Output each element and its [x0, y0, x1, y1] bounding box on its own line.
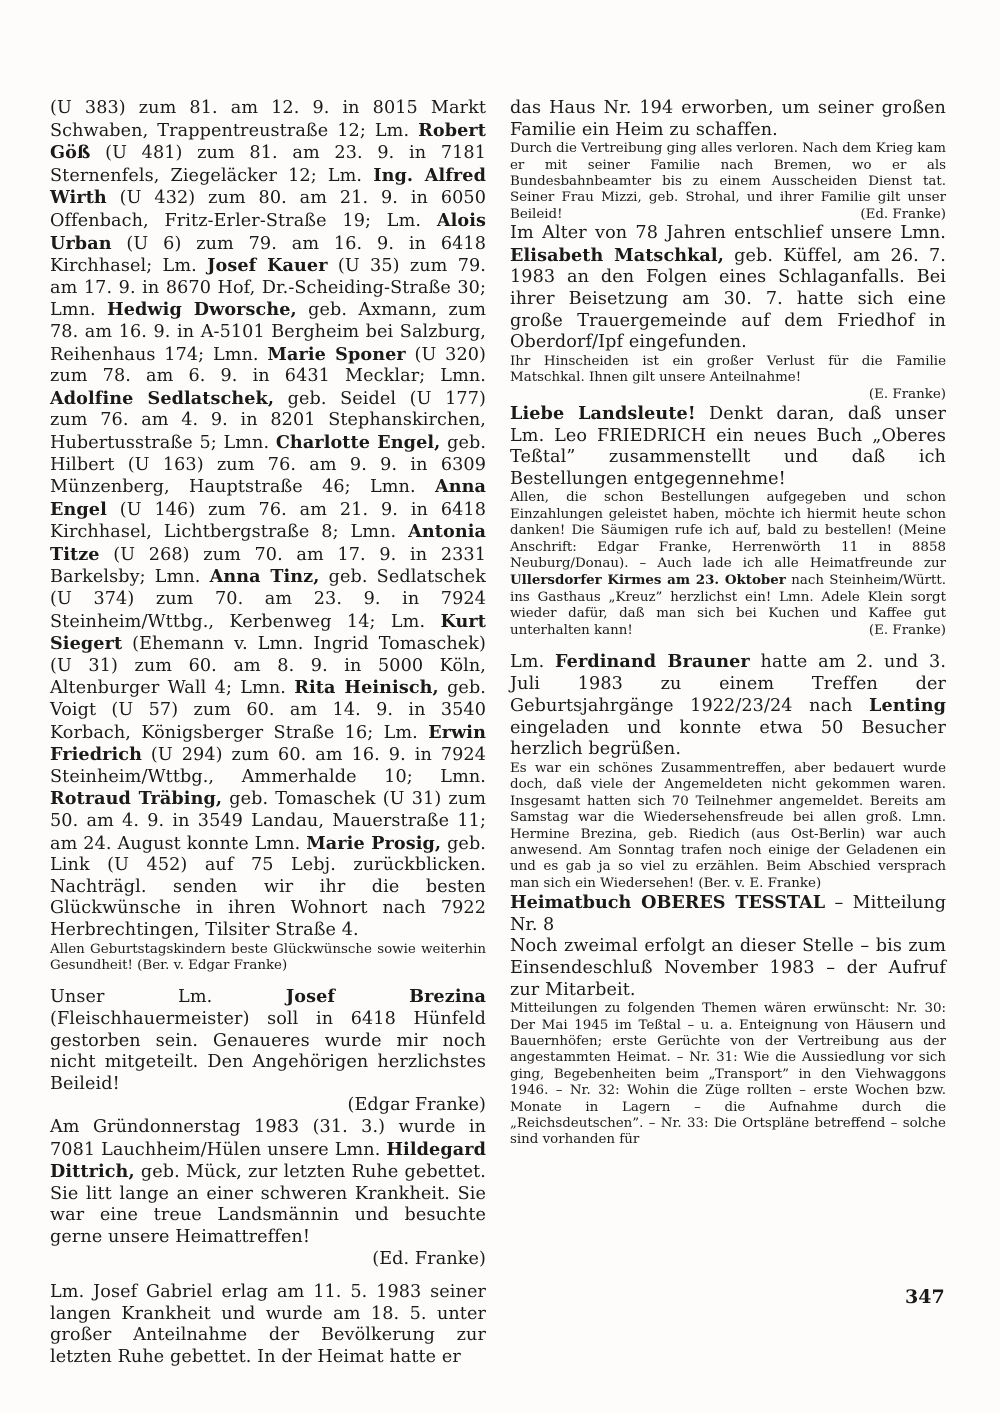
heimatbuch-call: Noch zweimal erfolgt an dieser Stelle – bis zum Einsendeschluß November 1983 – der Aufruf zur Mitarbeit. — [510, 936, 946, 1000]
birthday-list: (U 383) zum 81. am 12. 9. in 8015 Markt Schwaben, Trappentreustraße 12; Lm. Robert Göß (U 481) zum 81. am 23. 9. in 7181 Sternenfels, Ziegeläcker 12; Lm. Ing. Alfred Wirth (U 432) zum 80. am 21. 9. in 6050 Offenbach, Fritz-Erler-Straße 19; Lm. Alois Urban (U 6) zum 79. am 16. 9. in 6418 Kirchhasel; Lm. Josef Kauer (U 35) zum 79. am 17. 9. in 8670 Hof, Dr.-Scheiding-Straße 30; Lmn. Hedwig Dworsche, geb. Axmann, zum 78. am 16. 9. in A-5101 Bergheim bei Salzburg, Reihenhaus 174; Lmn. Marie Sponer (U 320) zum 78. am 6. 9. in 6431 Mecklar; Lmn. Adolfine Sedlatschek, geb. Seidel (U 177) zum 76. am 4. 9. in 8201 Stephanskirchen, Hubertusstraße 5; Lmn. Charlotte Engel, geb. Hilbert (U 163) zum 76. am 9. 9. in 6309 Münzenberg, Hauptstraße 46; Lmn. Anna Engel (U 146) zum 76. am 21. 9. in 6418 Kirchhasel, Lichtbergstraße 8; Lmn. Antonia Titze (U 268) zum 70. am 17. 9. in 2331 Barkelsby; Lmn. Anna Tinz, geb. Sedlatschek (U 374) zum 70. am 23. 9. in 7924 Steinheim/Wttbg., Kerbenweg 14; Lm. Kurt Siegert (Ehemann v. Lmn. Ingrid Tomaschek) (U 31) zum 60. am 8. 9. in 5000 Köln, Altenburger Wall 4; Lmn. Rita Heinisch, geb. Voigt (U 57) zum 60. am 14. 9. in 3540 Korbach, Königsberger Straße 16; Lm. Erwin Friedrich (U 294) zum 60. am 16. 9. in 7924 Steinheim/Wttbg., Ammerhalde 10; Lmn. Rotraud Träbing, geb. Tomaschek (U 31) zum 50. am 4. 9. in 3549 Landau, Mauerstraße 11; am 24. August konnte Lmn. Marie Prosig, geb. Link (U 452) auf 75 Lebj. zurückblicken. Nachträgl. senden wir ihr die besten Glückwünsche in ihren Wohnort nach 7922 Herbrechtingen, Tilsiter Straße 4. — [50, 98, 487, 940]
gabriel-continued: das Haus Nr. 194 erworben, um seiner großen Familie ein Heim zu schaffen. — [510, 98, 946, 140]
signature: (Ed. Franke) — [372, 1248, 486, 1269]
signature: (Ed. Franke) — [860, 206, 946, 222]
matschkal-details: Ihr Hinscheiden ist ein großer Verlust für die Familie Matschkal. Ihnen gilt unsere Anteilnahme! (E. Franke) — [510, 353, 946, 402]
reunion-lenting: Lm. Ferdinand Brauner hatte am 2. und 3. Juli 1983 zu einem Treffen der Geburtsjahrgänge 1922/23/24 nach Lenting eingeladen und konnte etwa 50 Besucher herzlich begrüßen. — [510, 651, 947, 760]
gabriel-details: Durch die Vertreibung ging alles verloren. Nach dem Krieg kam er mit seiner Familie nach Bremen, wo er als Bundesbahnbeamter bis zu einem Ausscheiden Dienst tat. Seiner Frau Mizzi, geb. Strohal, und ihrer Familie gilt unser Beileid! (Ed. Franke) — [510, 141, 946, 222]
heimatbuch-topics: Mitteilungen zu folgenden Themen wären erwünscht: Nr. 30: Der Mai 1945 im Teßtal – u. a. Enteignung von Häusern und Bauernhöfen; erste Gerüchte von der Vertreibung aus der angestammten Heimat. – Nr. 31: Wie die Aussiedlung vor sich ging, Begebenheiten beim „Transport” in den Viehwaggons 1946. – Nr. 32: Wohin die Züge rollten – erste Wochen bzw. Monate in Lagern – die Aufnahme durch die „Reichsdeutschen”. – Nr. 33: Die Ortspläne betreffend – solche sind vorhanden für — [510, 1001, 946, 1148]
obituary-matschkal: Im Alter von 78 Jahren entschlief unsere Lmn. Elisabeth Matschkal, geb. Küffel, am 26. 7. 1983 an den Folgen eines Schlaganfalls. Bei ihrer Beisetzung am 30. 7. hatte sich eine große Trauergemeinde auf dem Friedhof in Oberdorf/Ipf eingefunden. — [510, 223, 946, 353]
obituary-gabriel: Lm. Josef Gabriel erlag am 11. 5. 1983 seiner langen Krankheit und wurde am 18. 5. unter großer Anteilnahme der Bevölkerung zur letzten Ruhe gebettet. In der Heimat hatte er — [50, 1282, 486, 1367]
book-announcement: Liebe Landsleute! Denkt daran, daß unser Lm. Leo FRIEDRICH ein neues Buch „Oberes Teßtal” zusammenstellt und daß ich Bestellungen entgegennehme! — [510, 403, 946, 489]
book-orders-and-kirmes: Allen, die schon Bestellungen aufgegeben und schon Einzahlungen geleistet haben, möchte ich hiermit heute schon danken! Die Säumigen rufe ich auf, bald zu bestellen! (Meine Anschrift: Edgar Franke, Herrenwörth 11 in 8858 Neuburg/Donau). – Auch lade ich alle Heimatfreunde zur Ullersdorfer Kirmes am 23. Oktober nach Steinheim/Württ. ins Gasthaus „Kreuz” herzlichst ein! Lmn. Adele Klein sorgt wieder dafür, daß man sich bei Kuchen und Kaffee gut unterhalten kann! (E. Franke) — [510, 490, 946, 638]
signature: (Edgar Franke) — [347, 1095, 486, 1116]
birthday-greeting: Allen Geburtstagskindern beste Glückwünsche sowie weiterhin Gesundheit! (Ber. v. Edgar Franke) — [50, 941, 486, 973]
obituary-dittrich: Am Gründonnerstag 1983 (31. 3.) wurde in 7081 Lauchheim/Hülen unsere Lmn. Hildegard Dittrich, geb. Mück, zur letzten Ruhe gebettet. Sie litt lange an einer schweren Krankheit. Sie war eine treue Landsmännin und besuchte gerne unsere Heimattreffen! (Ed. Franke) — [50, 1116, 486, 1269]
right-column — [510, 98, 946, 1149]
heimatbuch-heading: Heimatbuch OBERES TESSTAL – Mitteilung Nr. 8 — [510, 892, 946, 935]
obituary-brezina: Unser Lm. Josef Brezina (Fleischhauermeister) soll in 6418 Hünfeld gestorben sein. Genaueres wurde mir noch nicht mitgeteilt. Den Angehörigen herzlichstes Beileid! (Edgar Franke) — [50, 986, 486, 1116]
left-column — [50, 98, 486, 1368]
signature: (E. Franke) — [868, 386, 946, 402]
signature: (E. Franke) — [868, 622, 946, 638]
page-number: 347 — [905, 1286, 945, 1308]
reunion-details: Es war ein schönes Zusammentreffen, aber bedauert wurde doch, daß viele der Angemeldeten nicht gekommen waren. Insgesamt hatten sich 70 Teilnehmer angemeldet. Bereits am Samstag war die Wiedersehensfreude bei allen groß. Lmn. Hermine Brezina, geb. Riedich (aus Ost-Berlin) war auch anwesend. Am Sonntag trafen noch einige der Geladenen ein und es gab ja so viel zu erzählen. Beim Abschied versprach man sich ein Wiedersehen! (Ber. v. E. Franke) — [510, 761, 946, 891]
